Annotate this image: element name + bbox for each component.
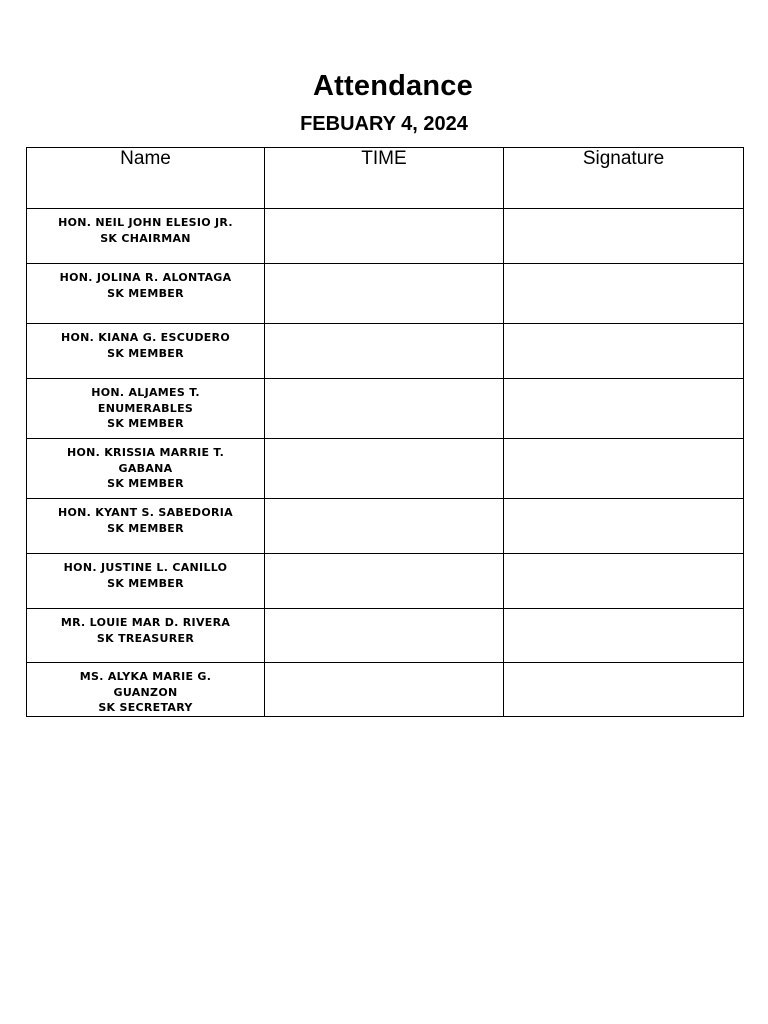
column-header-signature: Signature bbox=[504, 148, 744, 209]
table-row bbox=[27, 609, 744, 663]
table-row bbox=[27, 379, 744, 439]
member-name: HON. ALJAMES T. bbox=[91, 386, 200, 399]
time-cell[interactable] bbox=[265, 499, 504, 554]
member-name-cell bbox=[27, 264, 265, 324]
member-name-continued: GUANZON bbox=[113, 685, 178, 699]
member-position: SK MEMBER bbox=[107, 576, 184, 590]
member-position: SK MEMBER bbox=[107, 346, 184, 360]
member-name-continued: ENUMERABLES bbox=[97, 401, 194, 415]
header-row bbox=[27, 148, 744, 209]
member-name-continued: GABANA bbox=[118, 461, 173, 475]
table-row bbox=[27, 663, 744, 717]
time-cell[interactable] bbox=[265, 554, 504, 609]
signature-cell[interactable] bbox=[504, 264, 744, 324]
time-cell[interactable] bbox=[265, 439, 504, 499]
table-row bbox=[27, 324, 744, 379]
member-position: SK SECRETARY bbox=[98, 701, 193, 714]
member-position: SK MEMBER bbox=[107, 417, 184, 430]
column-header-time: TIME bbox=[265, 148, 504, 209]
signature-cell[interactable] bbox=[504, 609, 744, 663]
attendance-date: FEBUARY 4, 2024 bbox=[300, 113, 468, 135]
member-name: HON. KRISSIA MARRIE T. bbox=[66, 446, 225, 459]
time-cell[interactable] bbox=[265, 324, 504, 379]
member-name: MR. LOUIE MAR D. RIVERA bbox=[60, 616, 231, 629]
member-name: HON. NEIL JOHN ELESIO JR. bbox=[58, 216, 233, 229]
member-name: HON. JUSTINE L. CANILLO bbox=[63, 561, 228, 574]
page-title: Attendance bbox=[313, 70, 473, 102]
table-row bbox=[27, 209, 744, 264]
signature-cell[interactable] bbox=[504, 209, 744, 264]
table-row bbox=[27, 554, 744, 609]
time-cell[interactable] bbox=[265, 663, 504, 717]
member-position: SK MEMBER bbox=[107, 477, 184, 490]
time-cell[interactable] bbox=[265, 209, 504, 264]
member-name-cell bbox=[27, 663, 265, 717]
attendance-table bbox=[26, 147, 744, 717]
member-name: HON. JOLINA R. ALONTAGA bbox=[59, 271, 232, 284]
signature-cell[interactable] bbox=[504, 439, 744, 499]
member-name: MS. ALYKA MARIE G. bbox=[79, 670, 212, 683]
member-name-cell bbox=[27, 499, 265, 554]
member-name: HON. KYANT S. SABEDORIA bbox=[58, 506, 233, 519]
member-name-cell bbox=[27, 209, 265, 264]
signature-cell[interactable] bbox=[504, 499, 744, 554]
time-cell[interactable] bbox=[265, 609, 504, 663]
member-name: HON. KIANA G. ESCUDERO bbox=[61, 331, 230, 344]
table-row bbox=[27, 499, 744, 554]
member-name-cell bbox=[27, 324, 265, 379]
table-row bbox=[27, 439, 744, 499]
member-position: SK MEMBER bbox=[107, 286, 184, 300]
member-name-cell bbox=[27, 609, 265, 663]
signature-cell[interactable] bbox=[504, 324, 744, 379]
member-position: SK MEMBER bbox=[107, 521, 184, 535]
time-cell[interactable] bbox=[265, 264, 504, 324]
member-position: SK CHAIRMAN bbox=[100, 231, 191, 245]
member-name-cell bbox=[27, 439, 265, 499]
signature-cell[interactable] bbox=[504, 663, 744, 717]
member-position: SK TREASURER bbox=[96, 631, 195, 645]
member-name-cell bbox=[27, 379, 265, 439]
member-name-cell bbox=[27, 554, 265, 609]
time-cell[interactable] bbox=[265, 379, 504, 439]
signature-cell[interactable] bbox=[504, 379, 744, 439]
signature-cell[interactable] bbox=[504, 554, 744, 609]
column-header-name: Name bbox=[27, 148, 265, 209]
table-row bbox=[27, 264, 744, 324]
